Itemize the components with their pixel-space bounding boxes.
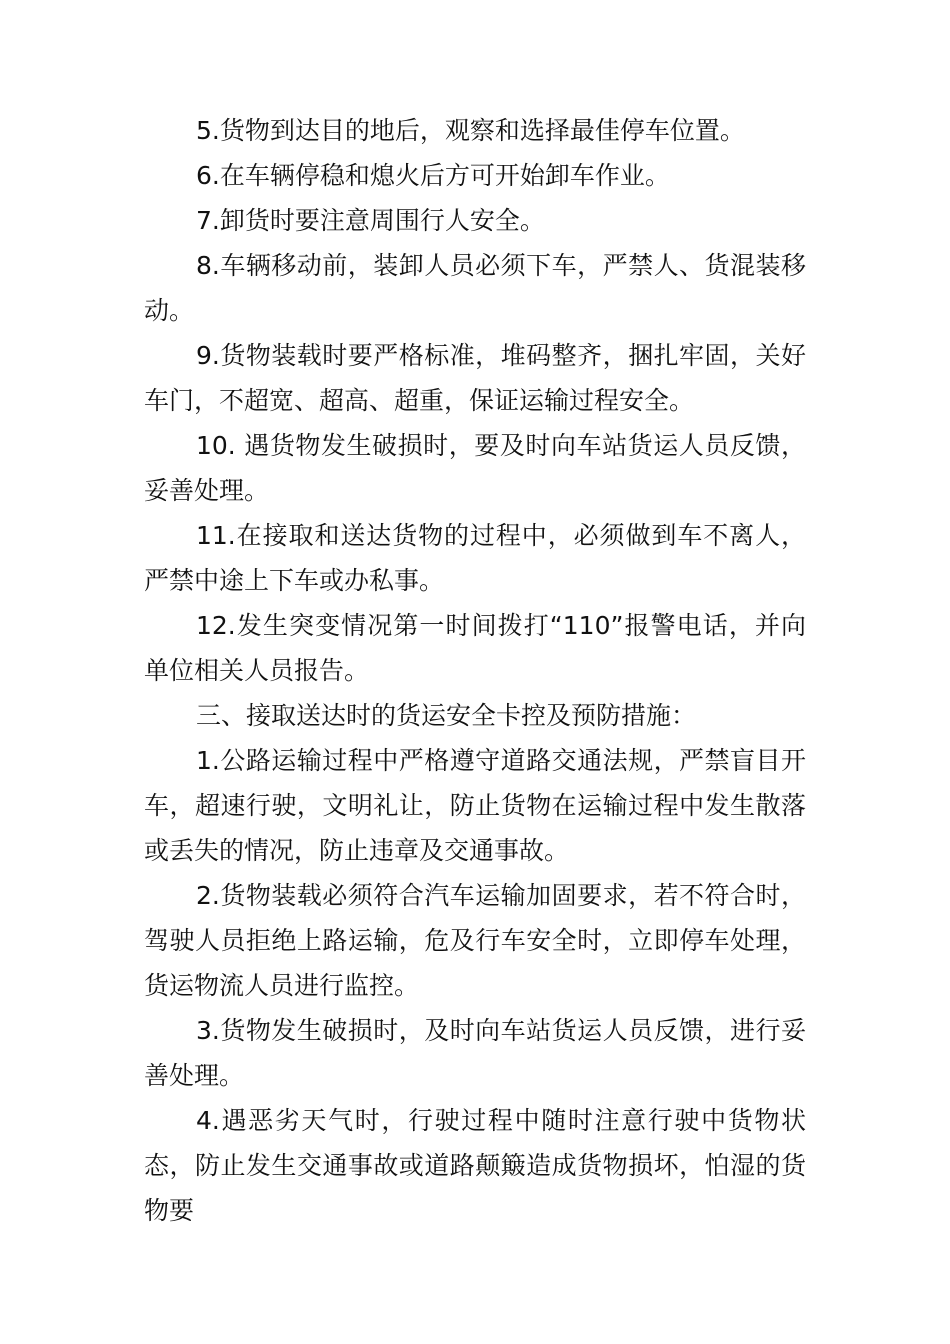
section-heading-3: 三、接取送达时的货运安全卡控及预防措施： (196, 701, 697, 730)
paragraph-item-10-damage-report: 10. 遇货物发生破损时，要及时向车站货运人员反馈，妥善处理。 (144, 431, 806, 505)
paragraph-item-12-emergency-call: 12.发生突变情况第一时间拨打“110”报警电话，并向单位相关人员报告。 (144, 611, 806, 685)
paragraph-item-11-stay-with-vehicle: 11.在接取和送达货物的过程中，必须做到车不离人，严禁中途上下车或办私事。 (144, 521, 806, 595)
measure-item-2-loading-reinforcement: 2.货物装载必须符合汽车运输加固要求，若不符合时，驾驶人员拒绝上路运输，危及行车安全时，立即停车处理，货运物流人员进行监控。 (144, 881, 806, 1000)
paragraph-item-9-loading-standard: 9.货物装载时要严格标准，堆码整齐，捆扎牢固，关好车门，不超宽、超高、超重，保证运输过程安全。 (144, 341, 806, 415)
paragraph-item-7-pedestrian-safety: 7.卸货时要注意周围行人安全。 (196, 206, 545, 235)
paragraph-item-6-unloading-start: 6.在车辆停稳和熄火后方可开始卸车作业。 (196, 161, 670, 190)
paragraph-item-5-arrival: 5.货物到达目的地后，观察和选择最佳停车位置。 (196, 116, 745, 145)
document-body (144, 108, 806, 1233)
measure-item-4-bad-weather: 4.遇恶劣天气时，行驶过程中随时注意行驶中货物状态，防止发生交通事故或道路颠簸造成货物损坏，怕湿的货物要 (144, 1106, 806, 1225)
measure-item-1-traffic-rules: 1.公路运输过程中严格遵守道路交通法规，严禁盲目开车，超速行驶，文明礼让，防止货物在运输过程中发生散落或丢失的情况，防止违章及交通事故。 (144, 746, 806, 865)
paragraph-item-8-vehicle-moving: 8.车辆移动前，装卸人员必须下车，严禁人、货混装移动。 (144, 251, 806, 325)
measure-item-3-damage-feedback: 3.货物发生破损时，及时向车站货运人员反馈，进行妥善处理。 (144, 1016, 806, 1090)
